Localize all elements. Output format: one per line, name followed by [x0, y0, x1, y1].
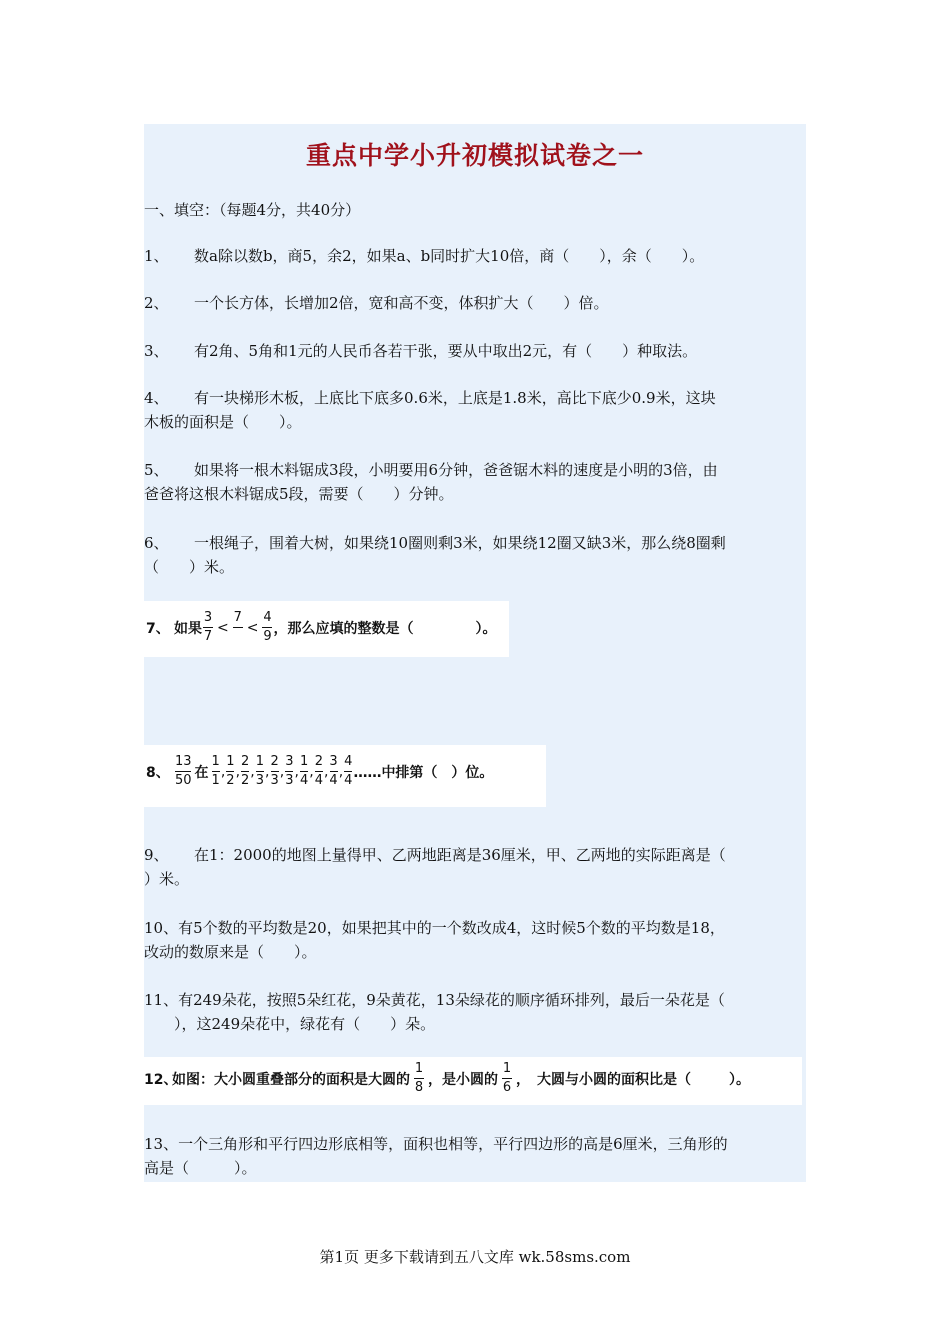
question-8-image	[144, 745, 546, 807]
section-heading: 一、填空：（每题4分，共40分）	[144, 201, 361, 219]
sequence-fraction: $\frac{3}{4}$	[329, 754, 338, 788]
question-text-line1: 一根绳子，围着大树，如果绕10圈则剩3米，如果绕12圈又缺3米，那么绕8圈剩	[194, 534, 726, 552]
comma: ,	[279, 763, 285, 780]
fraction-3-7: $\frac{3}{7}$	[203, 610, 213, 644]
question-4	[144, 386, 806, 434]
fraction-4-9: $\frac{4}{9}$	[263, 610, 272, 644]
question-1	[144, 244, 806, 268]
question-prefix: 如图：大小圆重叠部分的面积是大圆的	[172, 1071, 410, 1088]
question-10	[144, 916, 806, 964]
question-number: 1、	[144, 247, 169, 265]
question-text: 一个长方体，长增加2倍，宽和高不变，体积扩大（ ）倍。	[194, 294, 609, 312]
question-text-line2: 爸爸将这根木料锯成5段，需要（ ）分钟。	[144, 485, 454, 503]
question-number: 6、	[144, 534, 169, 552]
question-text-line1: 如果将一根木料锯成3段，小明要用6分钟，爸爸锯木料的速度是小明的3倍，由	[194, 461, 718, 479]
closing-paren: ）。	[729, 1071, 750, 1088]
question-3	[144, 339, 806, 363]
question-text: ……中排第（ ）位。	[353, 764, 494, 781]
question-6	[144, 531, 806, 579]
question-number: 8、	[146, 764, 170, 781]
sequence-fraction: $\frac{1}{2}$	[226, 754, 235, 788]
comma: ,	[294, 763, 299, 780]
question-number: 4、	[144, 389, 169, 407]
question-middle: ，是小圆的	[428, 1071, 498, 1088]
fraction-7-blank: 7	[233, 610, 243, 645]
question-text-line2: ），这249朵花中，绿花有（ ）朵。	[144, 1015, 436, 1033]
question-text-line1: 在1：2000的地图上量得甲、乙两地距离是36厘米，甲、乙两地的实际距离是（	[194, 846, 726, 864]
comma: ,	[250, 763, 255, 780]
comma: ,	[235, 763, 241, 780]
comma: ,	[309, 763, 314, 780]
question-5	[144, 458, 806, 506]
sequence-fraction: $\frac{1}{4}$	[299, 754, 309, 788]
fraction-1-6: $\frac{1}{6}$	[502, 1061, 512, 1095]
fraction-1-8: $\frac{1}{8}$	[414, 1061, 424, 1095]
question-2	[144, 291, 806, 315]
question-number: 12、	[144, 1071, 178, 1088]
question-7-image	[144, 601, 509, 657]
question-text-line1: 有一块梯形木板，上底比下底多0.6米，上底是1.8米，高比下底少0.9米，这块	[194, 389, 716, 407]
question-text-line2: 高是（ ）。	[144, 1159, 257, 1177]
sequence-fraction: $\frac{4}{4}$	[344, 754, 353, 788]
question-text: 数a除以数b，商5，余2，如果a、b同时扩大10倍，商（ ），余（ ）。	[194, 247, 705, 265]
question-number: 7、	[146, 620, 170, 637]
question-text: ， 大圆与小圆的面积比是（	[516, 1071, 691, 1088]
question-number: 5、	[144, 461, 169, 479]
fraction-sequence	[211, 754, 354, 789]
question-13	[144, 1132, 806, 1180]
less-than-sign: <	[217, 619, 229, 636]
sequence-fraction: $\frac{1}{1}$	[211, 754, 220, 788]
question-number: 9、	[144, 846, 169, 864]
closing-paren: ）。	[475, 620, 497, 637]
question-text-line2: 木板的面积是（ ）。	[144, 413, 302, 431]
comma: ,	[323, 763, 329, 780]
fraction-13-50: $\frac{13}{50}$	[175, 754, 192, 788]
question-text: ，那么应填的整数是（	[273, 620, 414, 637]
page-title: 重点中学小升初模拟试卷之一	[305, 141, 644, 170]
question-text-line2: （ ）米。	[144, 558, 235, 576]
comma: ,	[338, 763, 344, 780]
comma: ,	[265, 763, 270, 780]
question-9	[144, 843, 806, 891]
question-in: 在	[194, 764, 209, 781]
question-11	[144, 988, 806, 1036]
sequence-fraction: $\frac{1}{3}$	[255, 754, 265, 788]
sequence-fraction: $\frac{3}{3}$	[285, 754, 294, 788]
question-number: 3、	[144, 342, 169, 360]
question-text-line1: 13、一个三角形和平行四边形底相等，面积也相等，平行四边形的高是6厘米，三角形的	[144, 1135, 728, 1153]
sequence-fraction: $\frac{2}{4}$	[314, 754, 323, 788]
page-footer: 第1页 更多下载请到五八文库 wk.58sms.com	[319, 1248, 631, 1266]
question-text-line2: 改动的数原来是（ ）。	[144, 943, 317, 961]
question-text-line1: 10、有5个数的平均数是20，如果把其中的一个数改成4，这时候5个数的平均数是18，	[144, 919, 725, 937]
less-than-sign: <	[246, 619, 259, 636]
comma: ,	[220, 763, 226, 780]
question-prefix: 如果	[174, 620, 202, 637]
question-number: 2、	[144, 294, 169, 312]
sequence-fraction: $\frac{2}{2}$	[241, 754, 250, 788]
question-12-image	[144, 1057, 802, 1105]
question-text: 有2角、5角和1元的人民币各若干张，要从中取出2元，有（ ）种取法。	[194, 342, 698, 360]
question-text-line1: 11、有249朵花，按照5朵红花，9朵黄花，13朵绿花的顺序循环排列，最后一朵花是（	[144, 991, 725, 1009]
sequence-fraction: $\frac{2}{3}$	[270, 754, 279, 788]
question-text-line2: ）米。	[144, 870, 190, 888]
